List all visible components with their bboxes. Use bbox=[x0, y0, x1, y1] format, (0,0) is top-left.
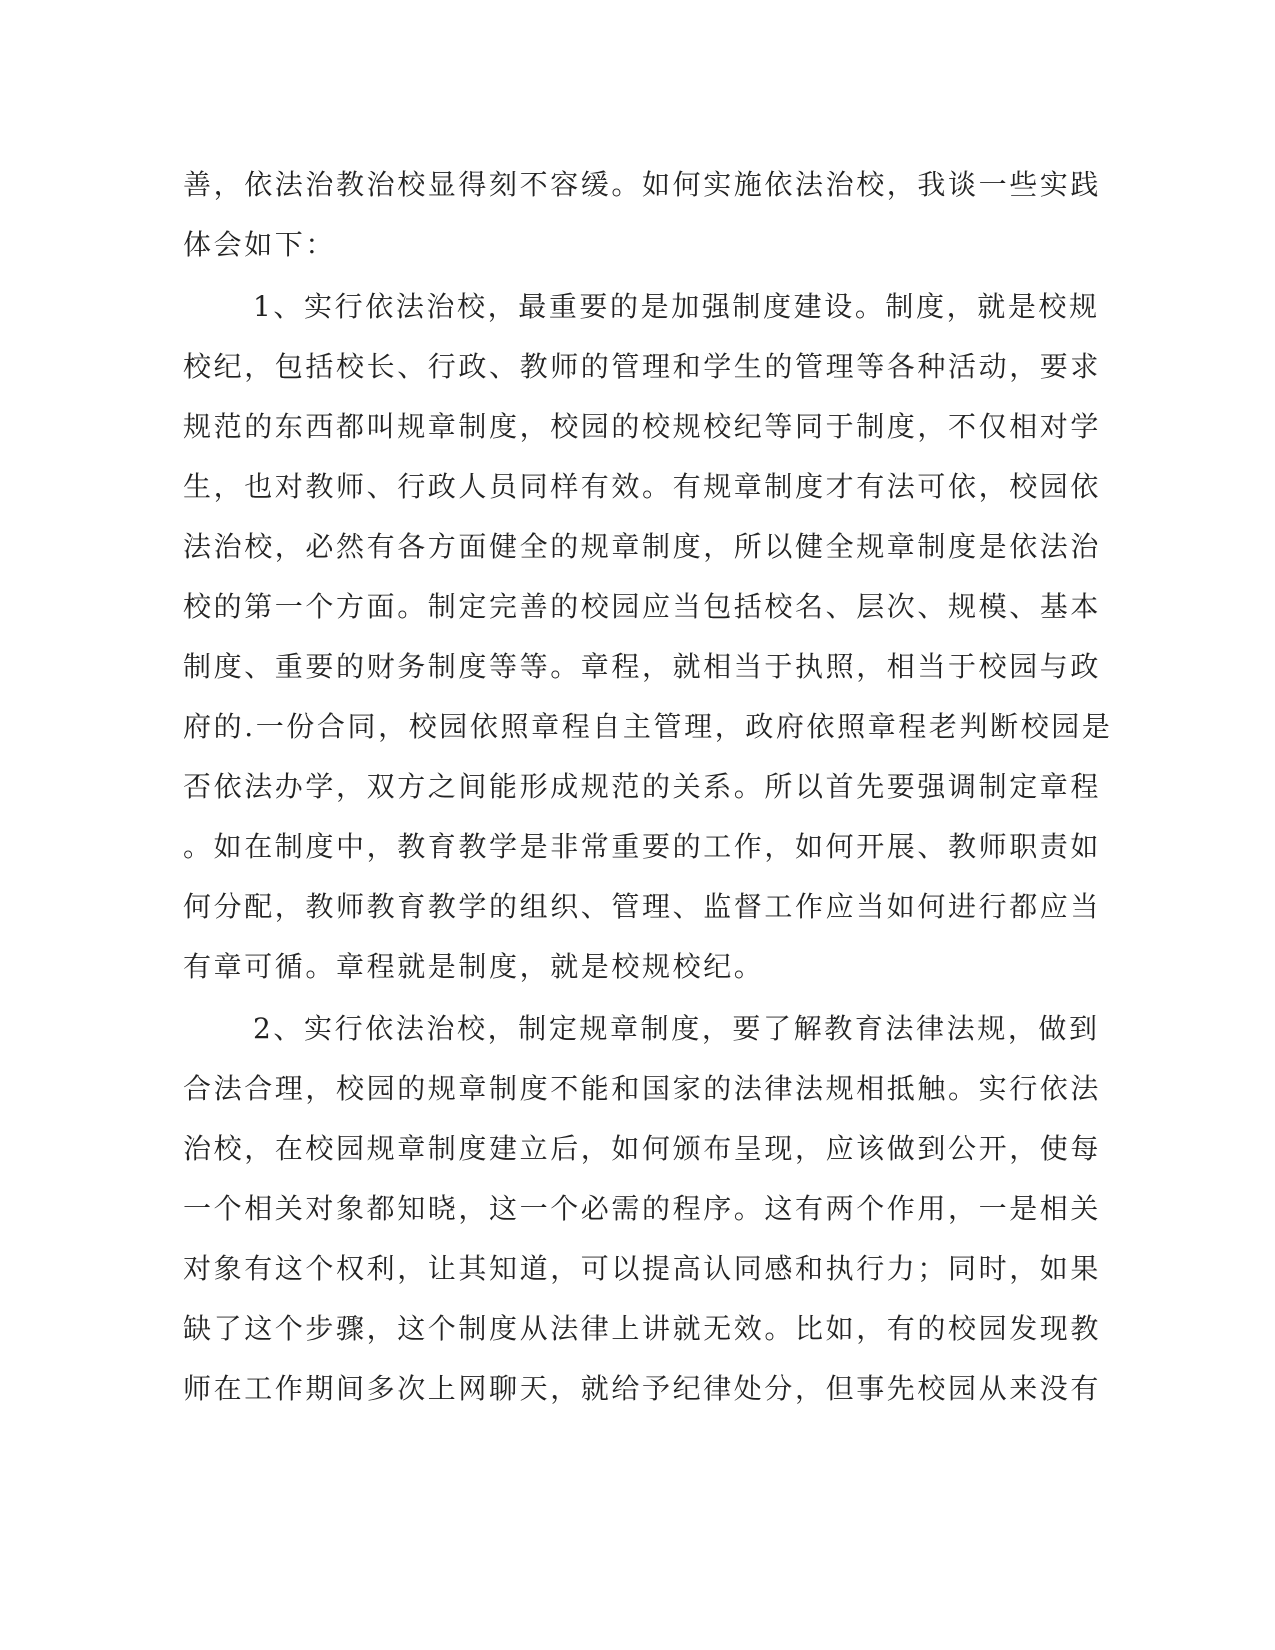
text-line: 法治校，必然有各方面健全的规章制度，所以健全规章制度是依法治 bbox=[183, 530, 1102, 563]
text-line: 生，也对教师、行政人员同样有效。有规章制度才有法可依，校园依 bbox=[183, 470, 1102, 503]
text-line: 合法合理，校园的规章制度不能和国家的法律法规相抵触。实行依法 bbox=[183, 1072, 1102, 1105]
text-line: 1、实行依法治校，最重要的是加强制度建设。制度，就是校规 bbox=[253, 290, 1100, 323]
text-line: 何分配，教师教育教学的组织、管理、监督工作应当如何进行都应当 bbox=[183, 890, 1102, 923]
text-line: 有章可循。章程就是制度，就是校规校纪。 bbox=[183, 950, 765, 983]
text-line: 否依法办学，双方之间能形成规范的关系。所以首先要强调制定章程 bbox=[183, 770, 1102, 803]
document-body bbox=[183, 155, 1113, 1419]
text-line: 。如在制度中，教育教学是非常重要的工作，如何开展、教师职责如 bbox=[183, 830, 1102, 863]
text-line: 制度、重要的财务制度等等。章程，就相当于执照，相当于校园与政 bbox=[183, 650, 1102, 683]
paragraph-point-2 bbox=[183, 999, 1102, 1419]
text-line: 对象有这个权利，让其知道，可以提高认同感和执行力；同时，如果 bbox=[183, 1252, 1102, 1285]
text-line: 一个相关对象都知晓，这一个必需的程序。这有两个作用，一是相关 bbox=[183, 1192, 1102, 1225]
text-line: 府的.一份合同，校园依照章程自主管理，政府依照章程老判断校园是 bbox=[183, 710, 1113, 743]
text-line: 治校，在校园规章制度建立后，如何颁布呈现，应该做到公开，使每 bbox=[183, 1132, 1102, 1165]
text-line: 校的第一个方面。制定完善的校园应当包括校名、层次、规模、基本 bbox=[183, 590, 1102, 623]
text-line: 师在工作期间多次上网聊天，就给予纪律处分，但事先校园从来没有 bbox=[183, 1372, 1102, 1405]
text-line: 校纪，包括校长、行政、教师的管理和学生的管理等各种活动，要求 bbox=[183, 350, 1102, 383]
text-line: 善，依法治教治校显得刻不容缓。如何实施依法治校，我谈一些实践 bbox=[183, 168, 1102, 201]
paragraph-point-1 bbox=[183, 277, 1113, 997]
text-line: 2、实行依法治校，制定规章制度，要了解教育法律法规，做到 bbox=[253, 1012, 1100, 1045]
text-line: 缺了这个步骤，这个制度从法律上讲就无效。比如，有的校园发现教 bbox=[183, 1312, 1102, 1345]
text-line: 体会如下： bbox=[183, 228, 337, 261]
text-line: 规范的东西都叫规章制度，校园的校规校纪等同于制度，不仅相对学 bbox=[183, 410, 1102, 443]
paragraph-continuation bbox=[183, 155, 1102, 275]
